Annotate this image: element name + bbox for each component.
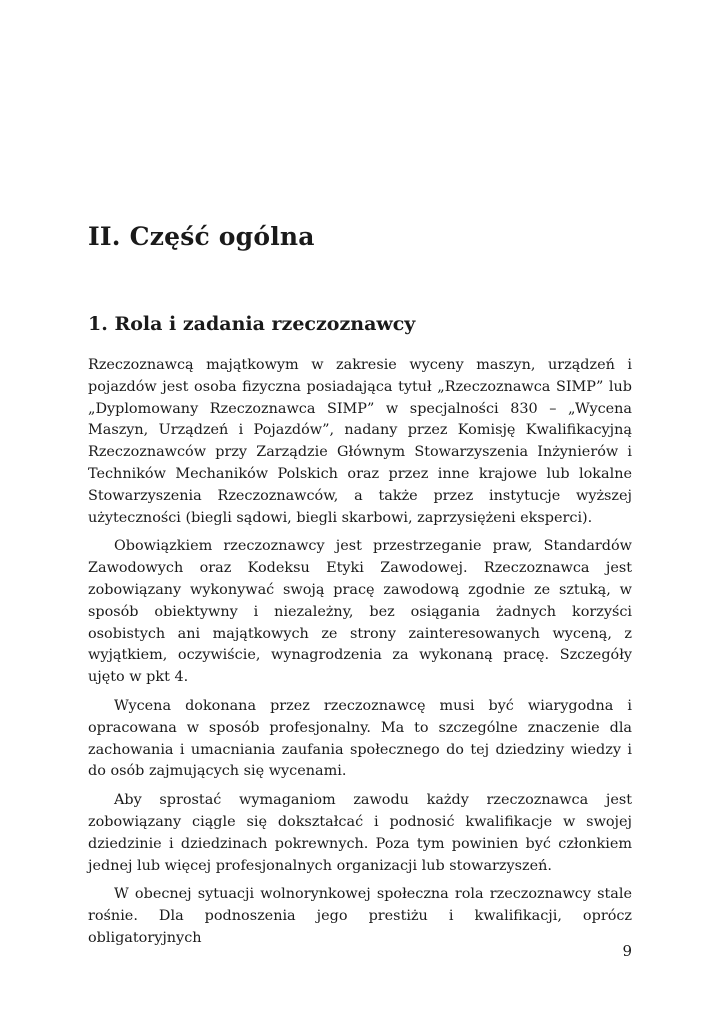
body-text <box>88 355 632 957</box>
book-page <box>88 0 632 1024</box>
page-number: 9 <box>622 942 632 960</box>
paragraph-1: Rzeczoznawcą majątkowym w zakresie wyceny maszyn, urządzeń i pojazdów jest osoba fizyczna posiadająca tytuł „Rzeczoznawca SIMP” lub „Dyplomowany Rzeczoznawca SIMP” w specjalności 830 – „Wycena Maszyn, Urządzeń i Pojazdów”, nadany przez Komisję Kwalifikacyjną Rzeczoznawców przy Zarządzie Głównym Stowarzyszenia Inżynierów i Techników Mechaników Polskich oraz przez inne krajowe lub lokalne Stowarzyszenia Rzeczoznawców, a także przez instytucje wyższej użyteczności (biegli sądowi, biegli skarbowi, zaprzysiężeni eksperci). <box>88 357 632 526</box>
paragraph-2: Obowiązkiem rzeczoznawcy jest przestrzeganie praw, Standardów Zawodowych oraz Kodeksu Etyki Zawodowej. Rzeczoznawca jest zobowiązany wykonywać swoją pracę zawodową zgodnie ze sztuką, w sposób obiektywny i niezależny, bez osiągania żadnych korzyści osobistych ani majątkowych ze strony zainteresowanych wyceną, z wyjątkiem, oczywiście, wynagrodzenia za wykonaną pracę. Szczegóły ujęto w pkt 4. <box>88 538 632 686</box>
section-title: 1. Rola i zadania rzeczoznawcy <box>88 313 416 335</box>
chapter-title: II. Część ogólna <box>88 222 315 251</box>
paragraph-5: W obecnej sytuacji wolnorynkowej społeczna rola rzeczoznawcy stale rośnie. Dla podnoszenia jego prestiżu i kwalifikacji, oprócz obligatoryjnych <box>88 886 632 946</box>
paragraph-3: Wycena dokonana przez rzeczoznawcę musi być wiarygodna i opracowana w sposób profesjonalny. Ma to szczególne znaczenie dla zachowania i umacniania zaufania społecznego do tej dziedziny wiedzy i do osób zajmujących się wycenami. <box>88 697 632 780</box>
paragraph-4: Aby sprostać wymaganiom zawodu każdy rzeczoznawca jest zobowiązany ciągle się dokształcać i podnosić kwalifikacje w swojej dziedzinie i dziedzinach pokrewnych. Poza tym powinien być członkiem jednej lub więcej profesjonalnych organizacji lub stowarzyszeń. <box>88 792 632 874</box>
